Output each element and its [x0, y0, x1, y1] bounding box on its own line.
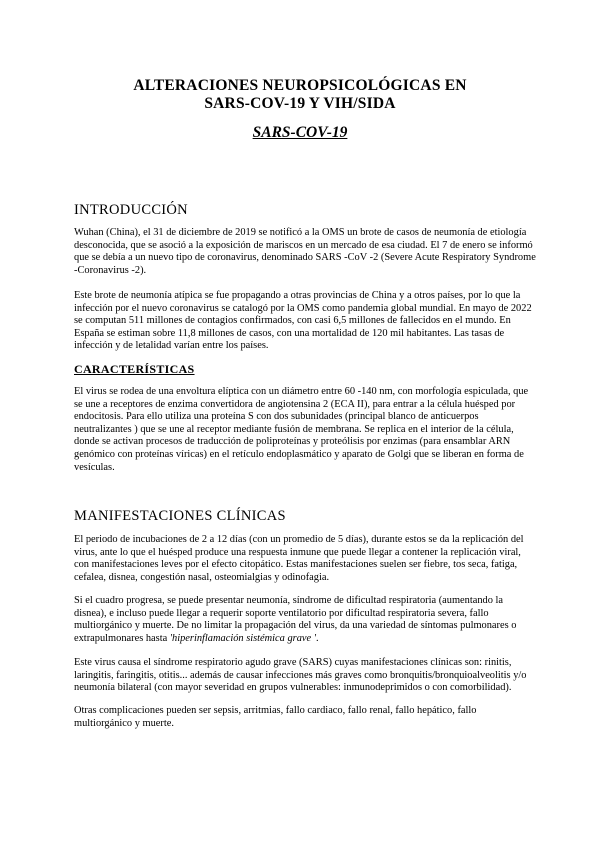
manifestaciones-paragraph-2-end: . [315, 632, 319, 644]
document-title-line-1: ALTERACIONES NEUROPSICOLÓGICAS EN [133, 77, 467, 94]
manifestaciones-paragraph-4: Otras complicaciones pueden ser sepsis, arritmias, fallo cardiaco, fallo renal, fallo hepático, fallo multiorgánico y muerte. [74, 705, 477, 729]
intro-paragraph-2: Este brote de neumonía atípica se fue propagando a otras provincias de China y a otros países, por lo que la infección por el nuevo coronavirus se catalogó por la OMS como pandemia global mundial. En mayo de 2022 se computan 511 millones de contagios confirmados, con casi 6,5 millones de fallecidos en el mundo. En España se estiman sobre 11,8 millones de casos, con una mortalidad de 120 mil habitantes. Las tasas de infección y de letalidad varían entre los países. [74, 290, 532, 352]
manifestaciones-paragraph-2 [74, 595, 536, 645]
manifestaciones-paragraph-2-emphasis: 'hiperinflamación sistémica grave ' [169, 632, 316, 644]
manifestaciones-paragraph-2-text: Si el cuadro progresa, se puede presentar neumonía, síndrome de dificultad respiratoria (aumentando la disnea), e incluso puede llegar a requerir soporte ventilatorio por dificultad respiratoria severa, fallo multiorgánico y muerte. De no limitar la propagación del virus, da una variedad de síntomas pulmonares o extrapulmonares hasta [74, 595, 517, 644]
heading-introduccion: INTRODUCCIÓN [74, 202, 188, 218]
intro-paragraph-1: Wuhan (China), el 31 de diciembre de 2019 se notificó a la OMS un brote de casos de neumonía de etiología desconocida, que se asoció a la exposición de mariscos en un mercado de esa ciudad. El 7 de enero se informó que se debía a un nuevo tipo de coronavirus, denominado SARS -CoV -2 (Severe Acute Respiratory Syndrome -Coronavirus -2). [74, 227, 536, 276]
heading-caracteristicas: CARACTERÍSTICAS [74, 362, 195, 376]
manifestaciones-paragraph-3: Este virus causa el síndrome respiratorio agudo grave (SARS) cuyas manifestaciones clínicas son: rinitis, laringitis, faringitis, otitis... además de causar infecciones más graves como bronquitis/bronquioalveolitis y/o neumonía bilateral (con mayor severidad en grupos vulnerables: inmunodeprimidos o con comorbilidad). [74, 657, 527, 694]
document-subtitle: SARS-COV-19 [252, 124, 348, 141]
heading-manifestaciones: MANIFESTACIONES CLÍNICAS [74, 508, 286, 524]
caracteristicas-paragraph-1: El virus se rodea de una envoltura elíptica con un diámetro entre 60 -140 nm, con morfología espiculada, que se une a receptores de enzima convertidora de angiotensina 2 (ECA II), para entrar a la célula huésped por endocitosis. Para ello utiliza una proteína S con dos subunidades (principal blanco de anticuerpos neutralizantes ) que se une al receptor mediante fusión de membrana. Se replica en el interior de la célula, donde se activan procesos de traducción de poliproteínas y proteólisis por enzimas (para ensamblar ARN genómico con proteínas víricas) en el retículo endoplasmático y aparato de Golgi que se liberan en forma de vesículas. [74, 386, 529, 473]
document-title-line-2: SARS-COV-19 Y VIH/SIDA [204, 95, 396, 112]
manifestaciones-paragraph-1: El periodo de incubaciones de 2 a 12 días (con un promedio de 5 días), durante estos se da la replicación del virus, ante lo que el huésped produce una respuesta inmune que puede llegar a contener la replicación viral, con manifestaciones leves por el efecto citopático. Estas manifestaciones suelen ser fiebre, tos seca, fatiga, cefalea, disnea, congestión nasal, osteomialgias y odinofagia. [74, 534, 524, 583]
